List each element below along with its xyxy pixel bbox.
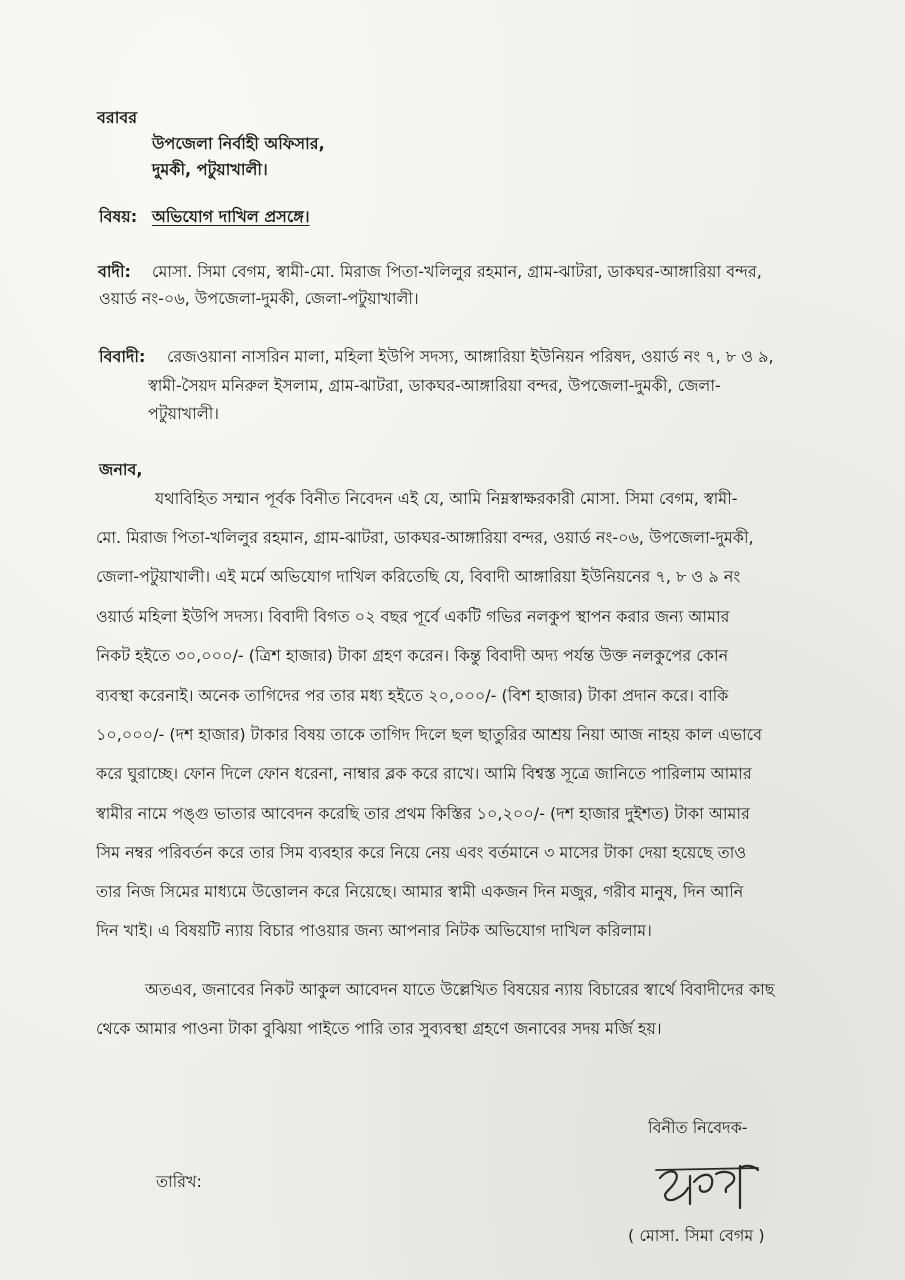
body-line: ব্যবস্থা করেনাই। অনেক তাগিদের পর তার মধ্য হইতে ২০,০০০/- (বিশ হাজার) টাকা প্রদান করে। বাকি (96, 686, 729, 705)
body-line: জেলা-পটুয়াখালী। এই মর্মে অভিযোগ দাখিল করিতেছি যে, বিবাদী আঙ্গারিয়া ইউনিয়নের ৭, ৮ ও ৯ নং (96, 567, 741, 586)
recipient-title: উপজেলা নির্বাহী অফিসার, (152, 134, 325, 153)
body-line: নিকট হইতে ৩০,০০০/- (ত্রিশ হাজার) টাকা গ্রহণ করেন। কিন্তু বিবাদী অদ্য পর্যন্ত উক্ত নলকুপের কোন (96, 646, 729, 665)
body-line: তার নিজ সিমের মাধ্যমে উত্তোলন করে নিয়েছে। আমার স্বামী একজন দিন মজুর, গরীব মানুষ, দিন আনি (96, 882, 744, 901)
body-line: ওয়ার্ড মহিলা ইউপি সদস্য। বিবাদী বিগত ০২ বছর পূর্বে একটি গভির নলকুপ স্থাপন করার জন্য আমার (96, 607, 730, 626)
body-line: দিন খাই। এ বিষয়টি ন্যায় বিচার পাওয়ার জন্য আপনার নিটক অভিযোগ দাখিল করিলাম। (96, 921, 652, 940)
defendant-line: রেজওয়ানা নাসরিন মালা, মহিলা ইউপি সদস্য, আঙ্গারিয়া ইউনিয়ন পরিষদ, ওয়ার্ড নং ৭, ৮ ও ৯, (167, 347, 774, 366)
greeting: জনাব, (99, 460, 143, 479)
body-line: করে ঘুরাচ্ছে। ফোন দিলে ফোন ধরেনা, নাম্বার ব্লক করে রাখে। আমি বিশ্বস্ত সূত্রে জানিতে পারিলাম আমার (96, 764, 752, 783)
body-line: স্বামীর নামে পঙ্গু ভাতার আবেদন করেছি তার প্রথম কিস্তির ১০,২০০/- (দশ হাজার দুইশত) টাকা আমার (96, 804, 750, 823)
closing-line: থেকে আমার পাওনা টাকা বুঝিয়া পাইতে পারি তার সুব্যবস্থা গ্রহণে জনাবের সদয় মর্জি হয়। (96, 1019, 662, 1038)
salutation-to: বরাবর (97, 108, 138, 127)
signature-label: বিনীত নিবেদক- (648, 1118, 748, 1137)
defendant-label: বিবাদী: (99, 347, 146, 366)
subject-text: অভিযোগ দাখিল প্রসঙ্গে। (152, 207, 310, 226)
subject-label: বিষয়: (99, 207, 138, 226)
date-label: তারিখ: (156, 1172, 202, 1191)
plaintiff-line: মোসা. সিমা বেগম, স্বামী-মো. মিরাজ পিতা-খলিলুর রহমান, গ্রাম-ঝাটরা, ডাকঘর-আঙ্গারিয়া বন্দর, (152, 262, 762, 281)
body-line: ১০,০০০/- (দশ হাজার) টাকার বিষয় তাকে তাগিদ দিলে ছল ছাতুরির আশ্রয় নিয়া আজ নাহয় কাল এভাবে (96, 725, 763, 744)
body-line: যথাবিহিত সম্মান পূর্বক বিনীত নিবেদন এই যে, আমি নিম্নস্বাক্ষরকারী মোসা. সিমা বেগম, স্বামী- (155, 489, 738, 508)
plaintiff-line: ওয়ার্ড নং-০৬, উপজেলা-দুমকী, জেলা-পটুয়াখালী। (99, 289, 419, 308)
body-line: সিম নম্বর পরিবর্তন করে তার সিম ব্যবহার করে নিয়ে নেয় এবং বর্তমানে ৩ মাসের টাকা দেয়া হয়েছে তাও (96, 843, 747, 862)
defendant-line: পটুয়াখালী। (148, 404, 220, 423)
plaintiff-label: বাদী: (98, 262, 131, 281)
signatory-name: ( মোসা. সিমা বেগম ) (628, 1226, 765, 1245)
closing-line: অতএব, জনাবের নিকট আকুল আবেদন যাতে উল্লেখিত বিষয়ের ন্যায় বিচারের স্বার্থে বিবাদীদের কাছ (145, 980, 775, 999)
handwritten-signature (654, 1158, 764, 1214)
body-line: মো. মিরাজ পিতা-খলিলুর রহমান, গ্রাম-ঝাটরা, ডাকঘর-আঙ্গারিয়া বন্দর, ওয়ার্ড নং-০৬, উপজেলা-দুমকী, (96, 528, 754, 547)
defendant-line: স্বামী-সৈয়দ মনিরুল ইসলাম, গ্রাম-ঝাটরা, ডাকঘর-আঙ্গারিয়া বন্দর, উপজেলা-দুমকী, জেলা- (148, 376, 721, 395)
recipient-place: দুমকী, পটুয়াখালী। (152, 160, 268, 179)
